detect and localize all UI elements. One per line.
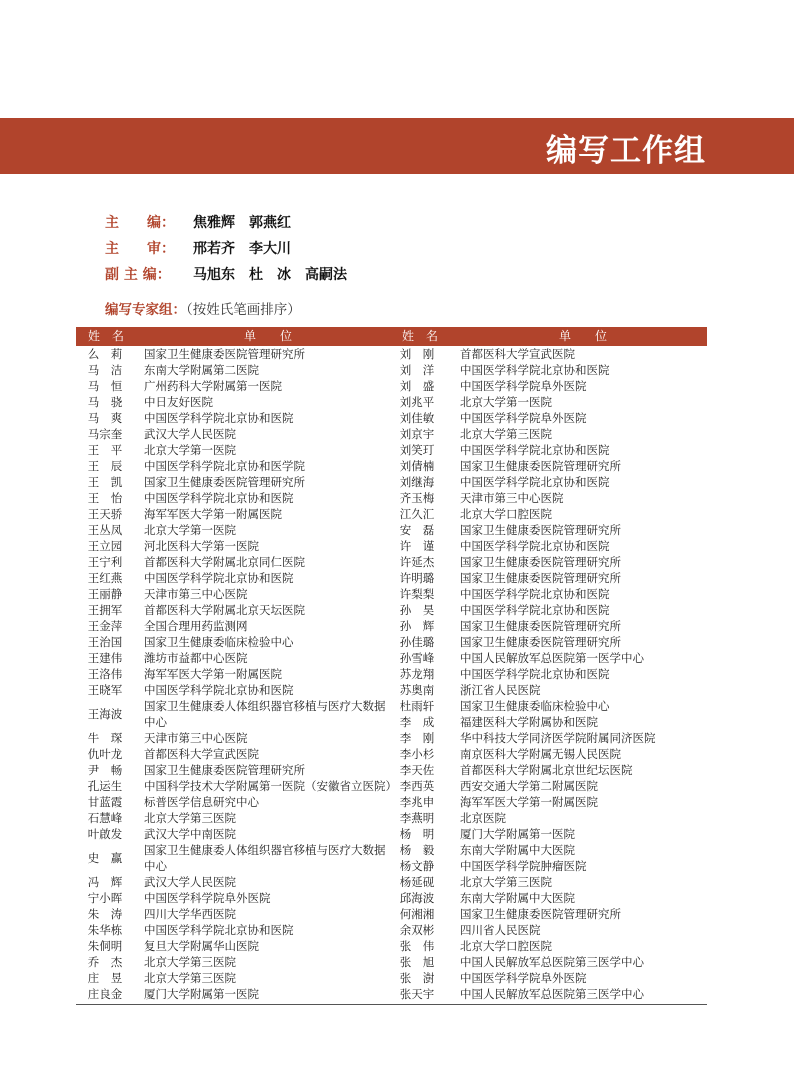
member-name: 许梨梨 — [399, 587, 435, 601]
table-row — [396, 426, 707, 442]
table-body — [76, 346, 707, 1005]
header-unit-2: 单 位 — [559, 329, 608, 343]
table-row — [76, 346, 394, 362]
table-row — [396, 522, 707, 538]
table-row — [396, 714, 707, 730]
member-name: 王丽静 — [87, 587, 123, 601]
table-row — [396, 410, 707, 426]
member-name: 余双彬 — [399, 923, 435, 937]
table-row — [396, 490, 707, 506]
member-unit: 海军军医大学第一附属医院 — [144, 507, 282, 521]
member-name: 石慧峰 — [87, 811, 123, 825]
member-name: 李兆申 — [399, 795, 435, 809]
member-unit: 中国医学科学院阜外医院 — [144, 891, 271, 905]
member-name: 李天佐 — [399, 763, 435, 777]
member-name: 杨 明 — [399, 827, 435, 841]
member-name: 杜雨轩 — [399, 699, 435, 713]
member-unit: 中国医学科学院北京协和医院 — [460, 603, 610, 617]
member-unit: 天津市第三中心医院 — [460, 491, 564, 505]
table-row — [76, 970, 394, 986]
table-row — [76, 506, 394, 522]
table-row — [76, 746, 394, 762]
member-unit: 国家卫生健康委医院管理研究所 — [460, 635, 621, 649]
member-name: 么 莉 — [87, 347, 123, 361]
table-row — [76, 794, 394, 810]
member-name: 王金萍 — [87, 619, 123, 633]
member-unit: 厦门大学附属第一医院 — [144, 987, 259, 1001]
member-unit: 国家卫生健康委医院管理研究所 — [144, 475, 305, 489]
member-name: 许明璐 — [399, 571, 435, 585]
table-header — [76, 327, 707, 346]
member-name: 王 平 — [87, 443, 123, 457]
member-unit: 中国医学科学院阜外医院 — [460, 971, 587, 985]
table-row — [396, 634, 707, 650]
table-row — [76, 586, 394, 602]
member-name: 江久汇 — [399, 507, 435, 521]
editors-block — [105, 210, 347, 288]
member-name: 何湘湘 — [399, 907, 435, 921]
table-row — [396, 826, 707, 842]
table-row — [76, 458, 394, 474]
table-row — [396, 986, 707, 1002]
table-row — [396, 666, 707, 682]
member-unit: 中国医学科学院肿瘤医院 — [460, 859, 587, 873]
table-row — [396, 746, 707, 762]
member-name: 王海波 — [87, 707, 123, 721]
table-row — [76, 410, 394, 426]
table-row — [76, 810, 394, 826]
member-name: 刘京宇 — [399, 427, 435, 441]
member-unit: 中国医学科学院北京协和医院 — [144, 411, 294, 425]
member-unit: 潍坊市益都中心医院 — [144, 651, 248, 665]
member-unit: 广州药科大学附属第一医院 — [144, 379, 282, 393]
member-unit: 北京大学第一医院 — [144, 523, 236, 537]
member-name: 马 洁 — [87, 363, 123, 377]
member-unit: 国家卫生健康委医院管理研究所 — [460, 571, 621, 585]
member-name: 张 旭 — [399, 955, 435, 969]
table-row — [76, 426, 394, 442]
table-row — [396, 970, 707, 986]
table-row — [76, 394, 394, 410]
table-row — [396, 810, 707, 826]
member-name: 马 恒 — [87, 379, 123, 393]
member-unit: 国家卫生健康委临床检验中心 — [460, 699, 610, 713]
member-unit: 福建医科大学附属协和医院 — [460, 715, 598, 729]
table-row — [396, 394, 707, 410]
member-name: 刘倩楠 — [399, 459, 435, 473]
table-row — [396, 794, 707, 810]
table-row — [76, 554, 394, 570]
member-unit: 中国医学科学院北京协和医院 — [144, 923, 294, 937]
member-name: 安 磊 — [399, 523, 435, 537]
header-name: 姓 名 — [88, 329, 125, 343]
member-name: 王治国 — [87, 635, 123, 649]
table-row — [76, 890, 394, 906]
table-row — [76, 698, 394, 730]
member-name: 孙 昊 — [399, 603, 435, 617]
member-unit: 北京大学第三医院 — [144, 971, 236, 985]
member-name: 孙雪峰 — [399, 651, 435, 665]
member-name: 王洛伟 — [87, 667, 123, 681]
table-row — [396, 874, 707, 890]
member-name: 许 谨 — [399, 539, 435, 553]
member-unit: 北京大学第三医院 — [144, 811, 236, 825]
member-unit: 中国人民解放军总医院第三医学中心 — [460, 955, 644, 969]
member-unit: 中国医学科学院北京协和医院 — [460, 539, 610, 553]
table-row — [76, 826, 394, 842]
table-row — [76, 842, 394, 874]
member-name: 王天骄 — [87, 507, 123, 521]
member-name: 齐玉梅 — [399, 491, 435, 505]
member-name: 王 辰 — [87, 459, 123, 473]
table-row — [396, 730, 707, 746]
member-unit: 武汉大学中南医院 — [144, 827, 236, 841]
member-name: 仇叶龙 — [87, 747, 123, 761]
member-name: 王红燕 — [87, 571, 123, 585]
member-name: 庄 昱 — [87, 971, 123, 985]
table-row — [396, 570, 707, 586]
chief-editor-row — [105, 210, 347, 236]
member-name: 王拥军 — [87, 603, 123, 617]
table-row — [76, 762, 394, 778]
table-row — [396, 362, 707, 378]
member-name: 马 骁 — [87, 395, 123, 409]
table-row — [396, 602, 707, 618]
member-unit: 北京大学第三医院 — [460, 875, 552, 889]
member-unit: 中国科学技术大学附属第一医院（安徽省立医院） — [144, 779, 397, 793]
table-row — [76, 778, 397, 794]
member-name: 王丛凤 — [87, 523, 123, 537]
member-unit: 天津市第三中心医院 — [144, 587, 248, 601]
header-name-2: 姓 名 — [402, 329, 439, 343]
member-unit: 东南大学附属中大医院 — [460, 891, 575, 905]
member-name: 王晓军 — [87, 683, 123, 697]
experts-table — [76, 327, 707, 1005]
table-row — [396, 762, 707, 778]
table-row — [76, 650, 394, 666]
member-name: 张天宇 — [399, 987, 435, 1001]
member-unit: 中国医学科学院北京协和医院 — [460, 443, 610, 457]
member-unit: 首都医科大学宣武医院 — [144, 747, 259, 761]
table-row — [76, 570, 394, 586]
table-row — [76, 474, 394, 490]
editor-names: 马旭东 杜 冰 高嗣法 — [193, 267, 347, 283]
table-row — [396, 618, 707, 634]
table-row — [76, 874, 394, 890]
editor-label: 主 审： — [105, 241, 175, 257]
member-name: 刘佳敏 — [399, 411, 435, 425]
table-row — [396, 346, 707, 362]
member-unit: 中国人民解放军总医院第三医学中心 — [460, 987, 644, 1001]
member-name: 李 成 — [399, 715, 435, 729]
table-row — [396, 458, 707, 474]
member-unit: 国家卫生健康委医院管理研究所 — [460, 555, 621, 569]
table-row — [76, 490, 394, 506]
member-name: 王宁利 — [87, 555, 123, 569]
member-unit: 中国人民解放军总医院第一医学中心 — [460, 651, 644, 665]
member-name: 叶啟发 — [87, 827, 123, 841]
editor-names: 焦雅辉 郭燕红 — [193, 215, 291, 231]
member-name: 朱 涛 — [87, 907, 123, 921]
member-unit: 天津市第三中心医院 — [144, 731, 248, 745]
member-unit: 浙江省人民医院 — [460, 683, 541, 697]
table-row — [396, 922, 707, 938]
member-unit: 华中科技大学同济医学院附属同济医院 — [460, 731, 656, 745]
editor-label: 主 编： — [105, 215, 175, 231]
member-name: 马宗奎 — [87, 427, 123, 441]
table-row — [76, 906, 394, 922]
table-row — [396, 586, 707, 602]
table-row — [396, 506, 707, 522]
member-unit: 国家卫生健康委人体组织器官移植与医疗大数据中心 — [144, 699, 386, 729]
table-row — [396, 378, 707, 394]
member-name: 甘蓝霞 — [87, 795, 123, 809]
member-unit: 国家卫生健康委医院管理研究所 — [144, 763, 305, 777]
member-name: 许延杰 — [399, 555, 435, 569]
member-unit: 南京医科大学附属无锡人民医院 — [460, 747, 621, 761]
member-unit: 国家卫生健康委医院管理研究所 — [460, 523, 621, 537]
member-unit: 东南大学附属中大医院 — [460, 843, 575, 857]
member-unit: 国家卫生健康委医院管理研究所 — [460, 907, 621, 921]
member-unit: 中日友好医院 — [144, 395, 213, 409]
member-unit: 北京大学第三医院 — [144, 955, 236, 969]
member-unit: 标普医学信息研究中心 — [144, 795, 259, 809]
member-unit: 首都医科大学附属北京同仁医院 — [144, 555, 305, 569]
member-unit: 复旦大学附属华山医院 — [144, 939, 259, 953]
title-banner — [0, 118, 794, 174]
member-unit: 中国医学科学院北京协和医院 — [460, 587, 610, 601]
member-name: 马 爽 — [87, 411, 123, 425]
member-unit: 中国医学科学院阜外医院 — [460, 379, 587, 393]
member-unit: 中国医学科学院北京协和医学院 — [144, 459, 305, 473]
member-unit: 国家卫生健康委医院管理研究所 — [144, 347, 305, 361]
table-row — [396, 842, 707, 858]
member-name: 朱侗明 — [87, 939, 123, 953]
table-row — [396, 698, 707, 714]
editor-label: 副 主 编： — [105, 267, 171, 283]
member-unit: 四川省人民医院 — [460, 923, 541, 937]
member-unit: 全国合理用药监测网 — [144, 619, 248, 633]
table-row — [396, 938, 707, 954]
member-name: 王建伟 — [87, 651, 123, 665]
member-name: 史 赢 — [87, 851, 123, 865]
member-unit: 北京大学第三医院 — [460, 427, 552, 441]
member-name: 刘 盛 — [399, 379, 435, 393]
chief-reviewer-row — [105, 236, 347, 262]
member-name: 李 刚 — [399, 731, 435, 745]
table-row — [396, 890, 707, 906]
member-name: 刘 刚 — [399, 347, 435, 361]
member-name: 苏奥南 — [399, 683, 435, 697]
experts-note: （按姓氏笔画排序） — [186, 302, 301, 318]
member-name: 孙 辉 — [399, 619, 435, 633]
page-title: 编写工作组 — [546, 133, 706, 169]
right-column — [396, 346, 707, 1002]
member-unit: 北京医院 — [460, 811, 506, 825]
member-unit: 四川大学华西医院 — [144, 907, 236, 921]
member-unit: 中国医学科学院北京协和医院 — [460, 475, 610, 489]
member-unit: 中国医学科学院阜外医院 — [460, 411, 587, 425]
header-unit: 单 位 — [244, 329, 293, 343]
table-row — [76, 522, 394, 538]
member-unit: 首都医科大学附属北京世纪坛医院 — [460, 763, 633, 777]
table-row — [76, 682, 394, 698]
member-unit: 中国医学科学院北京协和医院 — [144, 571, 294, 585]
editor-names: 邢若齐 李大川 — [193, 241, 291, 257]
table-row — [396, 682, 707, 698]
member-unit: 北京大学口腔医院 — [460, 939, 552, 953]
table-row — [76, 666, 394, 682]
table-row — [396, 858, 707, 874]
member-unit: 海军军医大学第一附属医院 — [460, 795, 598, 809]
member-unit: 东南大学附属第二医院 — [144, 363, 259, 377]
table-row — [76, 538, 394, 554]
table-row — [76, 634, 394, 650]
member-name: 朱华栋 — [87, 923, 123, 937]
table-row — [396, 538, 707, 554]
member-name: 乔 杰 — [87, 955, 123, 969]
member-name: 牛 琛 — [87, 731, 123, 745]
table-row — [76, 362, 394, 378]
table-row — [396, 954, 707, 970]
table-row — [76, 954, 394, 970]
member-name: 王立园 — [87, 539, 123, 553]
member-unit: 武汉大学人民医院 — [144, 427, 236, 441]
member-unit: 首都医科大学附属北京天坛医院 — [144, 603, 305, 617]
member-unit: 厦门大学附属第一医院 — [460, 827, 575, 841]
member-unit: 北京大学第一医院 — [144, 443, 236, 457]
table-row — [76, 602, 394, 618]
member-name: 宁小晖 — [87, 891, 123, 905]
member-unit: 中国医学科学院北京协和医院 — [460, 667, 610, 681]
table-row — [396, 778, 707, 794]
experts-label: 编写专家组： — [105, 302, 186, 318]
member-name: 邱海波 — [399, 891, 435, 905]
table-row — [76, 618, 394, 634]
member-unit: 国家卫生健康委医院管理研究所 — [460, 459, 621, 473]
member-name: 王 凯 — [87, 475, 123, 489]
member-name: 杨 毅 — [399, 843, 435, 857]
member-name: 李小杉 — [399, 747, 435, 761]
member-name: 李西英 — [399, 779, 435, 793]
table-row — [76, 730, 394, 746]
member-name: 冯 辉 — [87, 875, 123, 889]
member-name: 杨延砚 — [399, 875, 435, 889]
member-name: 孙佳璐 — [399, 635, 435, 649]
left-column — [76, 346, 397, 1002]
table-row — [396, 650, 707, 666]
member-name: 张 澍 — [399, 971, 435, 985]
member-unit: 海军军医大学第一附属医院 — [144, 667, 282, 681]
member-name: 尹 畅 — [87, 763, 123, 777]
table-row — [76, 442, 394, 458]
member-name: 刘继海 — [399, 475, 435, 489]
member-name: 杨文静 — [399, 859, 435, 873]
member-name: 苏龙翔 — [399, 667, 435, 681]
member-unit: 国家卫生健康委临床检验中心 — [144, 635, 294, 649]
associate-editor-row — [105, 262, 347, 288]
member-unit: 北京大学口腔医院 — [460, 507, 552, 521]
member-unit: 武汉大学人民医院 — [144, 875, 236, 889]
member-name: 孔运生 — [87, 779, 123, 793]
experts-heading — [105, 298, 301, 318]
member-unit: 西安交通大学第二附属医院 — [460, 779, 598, 793]
member-name: 李燕明 — [399, 811, 435, 825]
table-row — [396, 442, 707, 458]
member-unit: 国家卫生健康委人体组织器官移植与医疗大数据中心 — [144, 843, 386, 873]
table-row — [76, 922, 394, 938]
member-name: 刘笑玎 — [399, 443, 435, 457]
member-unit: 首都医科大学宣武医院 — [460, 347, 575, 361]
table-row — [76, 986, 394, 1002]
member-name: 张 伟 — [399, 939, 435, 953]
table-row — [396, 474, 707, 490]
member-name: 庄良金 — [87, 987, 123, 1001]
member-unit: 北京大学第一医院 — [460, 395, 552, 409]
member-unit: 河北医科大学第一医院 — [144, 539, 259, 553]
table-row — [396, 906, 707, 922]
table-row — [76, 938, 394, 954]
member-unit: 中国医学科学院北京协和医院 — [144, 683, 294, 697]
member-name: 刘 洋 — [399, 363, 435, 377]
member-unit: 中国医学科学院北京协和医院 — [144, 491, 294, 505]
table-row — [396, 554, 707, 570]
member-unit: 国家卫生健康委医院管理研究所 — [460, 619, 621, 633]
member-unit: 中国医学科学院北京协和医院 — [460, 363, 610, 377]
member-name: 王 怡 — [87, 491, 123, 505]
member-name: 刘兆平 — [399, 395, 435, 409]
table-row — [76, 378, 394, 394]
